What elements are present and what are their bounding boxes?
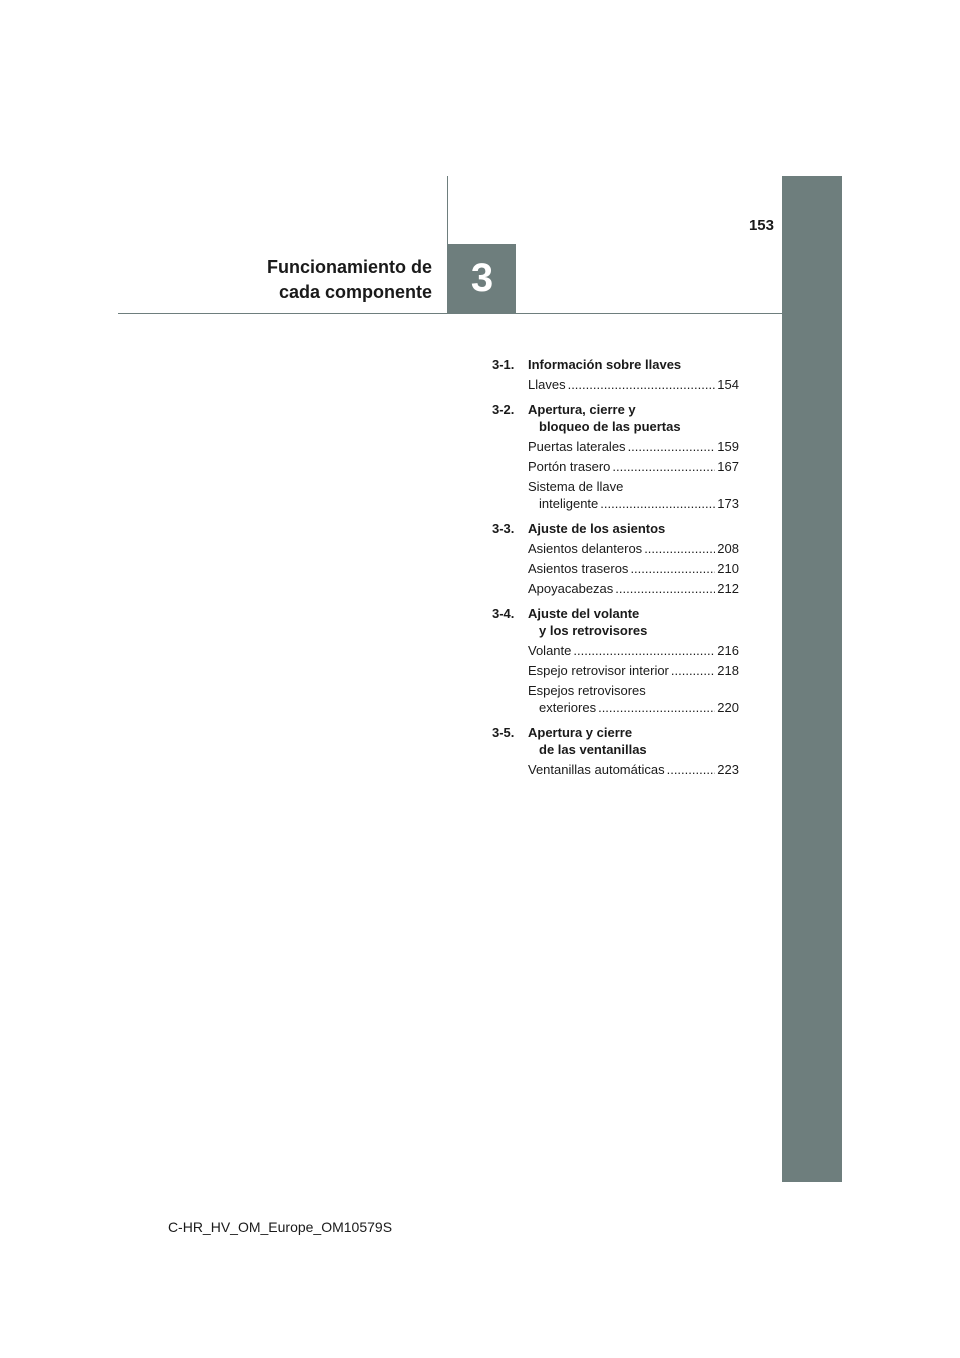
toc-entry-label-line: Sistema de llave — [528, 479, 624, 494]
toc-section-title-line: Apertura y cierre — [528, 725, 633, 740]
header-horizontal-rule — [118, 313, 782, 314]
toc-entry-page: 208 — [717, 541, 739, 556]
toc-section-title — [528, 724, 647, 758]
toc-entry[interactable] — [528, 761, 739, 778]
toc-entry-page: 159 — [717, 439, 739, 454]
toc-leader-dots — [573, 642, 715, 659]
toc-section — [492, 605, 739, 716]
toc-section-heading[interactable] — [492, 724, 739, 758]
toc-leader-dots — [612, 458, 715, 475]
table-of-contents — [492, 356, 739, 786]
toc-section-title — [528, 605, 647, 639]
chapter-number: 3 — [470, 256, 494, 300]
chapter-title-line2: cada componente — [278, 282, 432, 302]
toc-section-title-line: Apertura, cierre y — [528, 402, 636, 417]
toc-leader-dots — [600, 495, 715, 512]
toc-entry-label: Volante — [528, 643, 572, 658]
toc-leader-dots — [598, 699, 715, 716]
toc-entry-label: Llaves — [528, 377, 566, 392]
toc-entry-row — [528, 580, 739, 597]
toc-entry-row — [528, 642, 739, 659]
toc-leader-dots — [630, 560, 715, 577]
toc-section-number: 3-5. — [492, 725, 515, 740]
toc-entry[interactable] — [528, 478, 739, 512]
toc-entry[interactable] — [528, 580, 739, 597]
toc-entry-page: 220 — [717, 700, 739, 715]
toc-section — [492, 356, 739, 393]
toc-entry-label-line: Espejos retrovisores — [528, 683, 646, 698]
toc-leader-dots — [644, 540, 715, 557]
toc-entry-page: 218 — [717, 663, 739, 678]
toc-entry-row — [528, 376, 739, 393]
toc-entry[interactable] — [528, 376, 739, 393]
document-code: C-HR_HV_OM_Europe_OM10579S — [167, 1219, 393, 1235]
toc-leader-dots — [568, 376, 716, 393]
chapter-number-box — [448, 244, 516, 313]
page-number: 153 — [748, 217, 774, 234]
toc-entry-row — [528, 761, 739, 778]
toc-section-title — [528, 401, 681, 435]
toc-entry-label: Ventanillas automáticas — [528, 762, 665, 777]
toc-section-title-line: y los retrovisores — [539, 623, 648, 638]
toc-section-heading[interactable] — [492, 401, 739, 435]
toc-entry[interactable] — [528, 540, 739, 557]
toc-section-number: 3-2. — [492, 402, 515, 417]
toc-entry[interactable] — [528, 662, 739, 679]
toc-entry-page: 154 — [717, 377, 739, 392]
toc-entry-row — [528, 495, 739, 512]
toc-entry-label: Puertas laterales — [528, 439, 626, 454]
toc-entry-row — [528, 662, 739, 679]
toc-section-number: 3-1. — [492, 357, 515, 372]
toc-section-heading[interactable] — [492, 356, 739, 373]
chapter-title-line1: Funcionamiento de — [266, 257, 432, 277]
toc-entry-label: exteriores — [539, 700, 597, 715]
chapter-title — [170, 255, 432, 305]
toc-section-title — [528, 520, 665, 537]
toc-entry-page: 216 — [717, 643, 739, 658]
chapter-side-tab — [782, 176, 842, 1182]
toc-entry[interactable] — [528, 560, 739, 577]
toc-entry-page: 173 — [717, 496, 739, 511]
toc-entry-page: 167 — [717, 459, 739, 474]
toc-section — [492, 520, 739, 597]
toc-section-heading[interactable] — [492, 520, 739, 537]
toc-section-number: 3-4. — [492, 606, 515, 621]
toc-section-title-line: Información sobre llaves — [528, 357, 682, 372]
toc-section-title-line: Ajuste de los asientos — [528, 521, 666, 536]
toc-section-title-line: Ajuste del volante — [528, 606, 640, 621]
toc-entry[interactable] — [528, 438, 739, 455]
toc-entry-label: Apoyacabezas — [528, 581, 614, 596]
toc-section-title-line: de las ventanillas — [539, 742, 647, 757]
toc-entry-row — [528, 438, 739, 455]
toc-entry-label: Asientos delanteros — [528, 541, 643, 556]
toc-entry-label: Espejo retrovisor interior — [528, 663, 669, 678]
toc-leader-dots — [671, 662, 715, 679]
toc-entry[interactable] — [528, 642, 739, 659]
toc-entry-row — [528, 540, 739, 557]
toc-section-heading[interactable] — [492, 605, 739, 639]
toc-leader-dots — [615, 580, 715, 597]
toc-entry-row — [528, 560, 739, 577]
toc-section-title-line: bloqueo de las puertas — [539, 419, 681, 434]
toc-leader-dots — [628, 438, 716, 455]
toc-entry-label: inteligente — [539, 496, 599, 511]
toc-section-number: 3-3. — [492, 521, 515, 536]
toc-leader-dots — [667, 761, 716, 778]
toc-entry-page: 210 — [717, 561, 739, 576]
toc-entry-label: Portón trasero — [528, 459, 611, 474]
toc-entry-page: 212 — [717, 581, 739, 596]
toc-section — [492, 724, 739, 778]
toc-entry-page: 223 — [717, 762, 739, 777]
toc-entry-label: Asientos traseros — [528, 561, 629, 576]
toc-entry-row — [528, 699, 739, 716]
toc-entry[interactable] — [528, 682, 739, 716]
toc-section — [492, 401, 739, 512]
toc-entry-row — [528, 458, 739, 475]
toc-section-title — [528, 356, 681, 373]
toc-entry[interactable] — [528, 458, 739, 475]
